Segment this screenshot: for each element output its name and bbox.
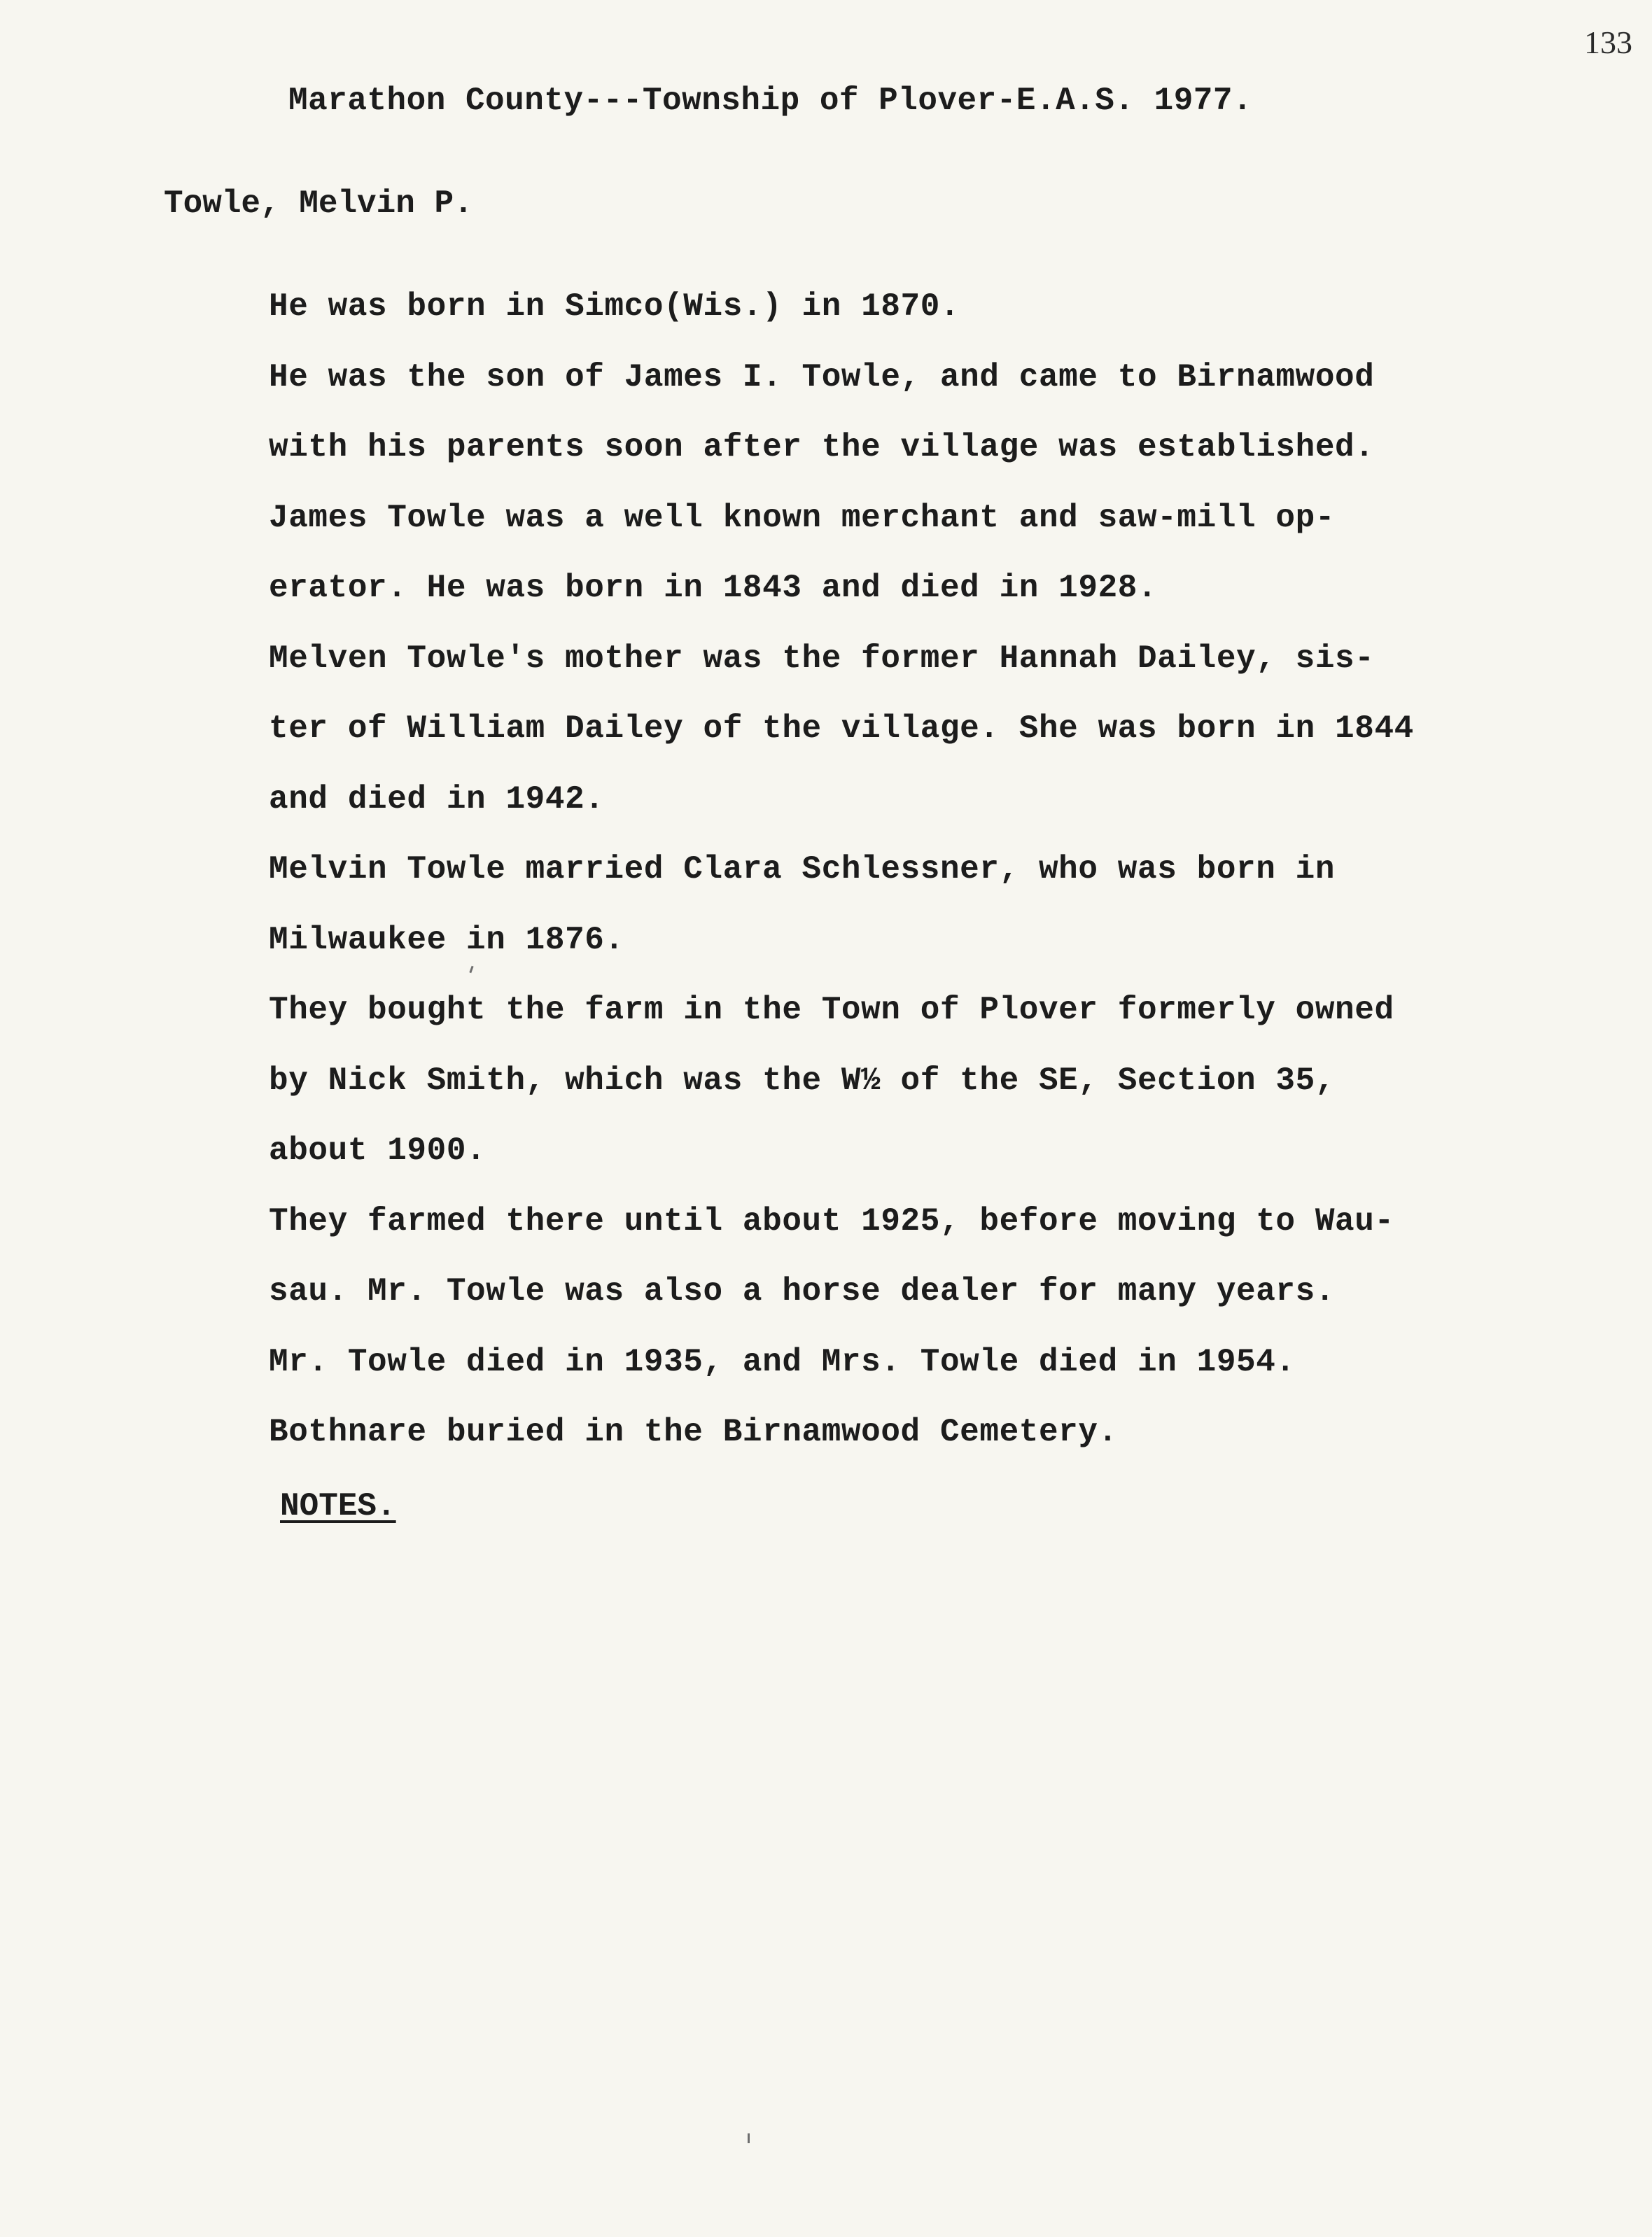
text-line: Bothnare buried in the Birnamwood Cemetery. bbox=[269, 1414, 1118, 1450]
document-header: Marathon County---Township of Plover-E.A.S. 1977. bbox=[288, 83, 1253, 119]
page-number: 133 bbox=[1584, 24, 1632, 60]
text-line: He was born in Simco(Wis.) in 1870. bbox=[269, 288, 960, 325]
text-line: erator. He was born in 1843 and died in 1928. bbox=[269, 570, 1158, 606]
paper-speck bbox=[748, 2133, 750, 2143]
text-line: sau. Mr. Towle was also a horse dealer for many years. bbox=[269, 1273, 1336, 1310]
text-line: Melvin Towle married Clara Schlessner, who was born in bbox=[269, 851, 1336, 888]
body-text bbox=[269, 288, 1414, 1485]
text-line: with his parents soon after the village was established. bbox=[269, 429, 1375, 465]
text-line: They farmed there until about 1925, before moving to Wau- bbox=[269, 1202, 1394, 1240]
text-line: Mr. Towle died in 1935, and Mrs. Towle died in 1954. bbox=[269, 1343, 1296, 1380]
text-line: about 1900. bbox=[269, 1132, 486, 1169]
text-line: He was the son of James I. Towle, and came to Birnamwood bbox=[269, 358, 1375, 395]
text-line: James Towle was a well known merchant and saw-mill op- bbox=[269, 499, 1336, 536]
text-line: by Nick Smith, which was the W½ of the SE, Section 35, bbox=[269, 1062, 1336, 1099]
text-line: They bought the farm in the Town of Plover formerly owned bbox=[269, 992, 1394, 1028]
text-line: ter of William Dailey of the village. She was born in 1844 bbox=[269, 710, 1414, 747]
notes-heading: NOTES. bbox=[280, 1488, 396, 1524]
text-line: Milwaukee in 1876. bbox=[269, 921, 624, 958]
subject-name: Towle, Melvin P. bbox=[164, 185, 473, 222]
text-line: and died in 1942. bbox=[269, 780, 605, 818]
text-line: Melven Towle's mother was the former Hannah Dailey, sis- bbox=[269, 640, 1375, 677]
